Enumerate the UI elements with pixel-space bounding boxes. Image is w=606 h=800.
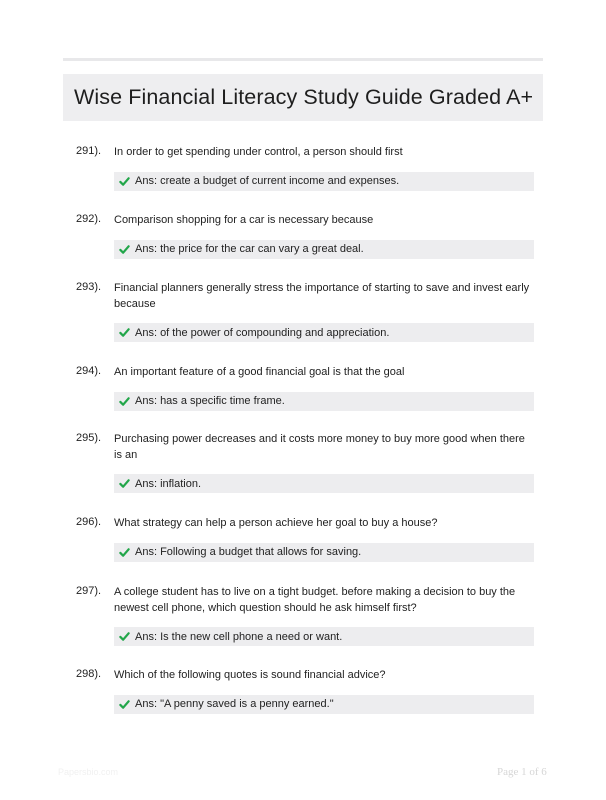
answer-box — [114, 240, 534, 259]
answer-box — [114, 474, 534, 493]
page-title: Wise Financial Literacy Study Guide Graded A+ — [74, 85, 534, 109]
answer-text: Ans: the price for the car can vary a great deal. — [135, 243, 364, 255]
check-icon — [119, 631, 130, 642]
question-text: In order to get spending under control, a person should first — [114, 146, 403, 158]
qa-item — [63, 213, 543, 259]
question-text: What strategy can help a person achieve her goal to buy a house? — [114, 517, 438, 529]
question-number: 295). — [76, 432, 102, 444]
answer-box — [114, 543, 534, 562]
check-icon — [119, 547, 130, 558]
qa-item — [63, 668, 543, 714]
answer-box — [114, 392, 534, 411]
answer-box — [114, 172, 534, 191]
question-number: 291). — [76, 145, 102, 157]
top-divider — [63, 58, 543, 61]
answer-text: Ans: "A penny saved is a penny earned." — [135, 698, 334, 710]
title-banner — [63, 74, 543, 121]
answer-text: Ans: Is the new cell phone a need or want. — [135, 630, 343, 643]
answer-text: Ans: create a budget of current income and expenses. — [135, 175, 400, 187]
qa-item — [63, 365, 543, 411]
qa-item — [63, 432, 543, 493]
page-indicator: Page 1 of 6 — [497, 766, 547, 778]
question-text: Financial planners generally stress the importance of starting to save and invest early because — [114, 282, 530, 310]
check-icon — [119, 176, 130, 187]
check-icon — [119, 478, 130, 489]
question-number: 297). — [76, 585, 102, 597]
qa-item — [63, 281, 543, 342]
answer-box — [114, 627, 534, 646]
qa-item — [63, 585, 543, 646]
qa-item — [63, 516, 543, 562]
question-number: 293). — [76, 281, 102, 293]
qa-item — [63, 145, 543, 191]
question-number: 298). — [76, 668, 102, 680]
answer-text: Ans: has a specific time frame. — [135, 395, 285, 407]
question-number: 292). — [76, 213, 102, 225]
question-text: A college student has to live on a tight budget. before making a decision to buy the newest cell phone, which question should he ask himself first? — [114, 586, 516, 614]
question-text: An important feature of a good financial goal is that the goal — [114, 366, 405, 378]
answer-box — [114, 695, 534, 714]
check-icon — [119, 244, 130, 255]
answer-text: Ans: inflation. — [135, 477, 202, 490]
footer-watermark: Papersbio.com — [58, 767, 119, 777]
question-text: Which of the following quotes is sound financial advice? — [114, 669, 386, 681]
check-icon — [119, 699, 130, 710]
question-text: Comparison shopping for a car is necessary because — [114, 214, 374, 226]
question-number: 294). — [76, 365, 102, 377]
question-text: Purchasing power decreases and it costs more money to buy more good when there is an — [114, 433, 525, 461]
check-icon — [119, 396, 130, 407]
check-icon — [119, 327, 130, 338]
answer-text: Ans: of the power of compounding and appreciation. — [135, 326, 390, 339]
question-number: 296). — [76, 516, 102, 528]
answer-box — [114, 323, 534, 342]
answer-text: Ans: Following a budget that allows for saving. — [135, 546, 362, 558]
